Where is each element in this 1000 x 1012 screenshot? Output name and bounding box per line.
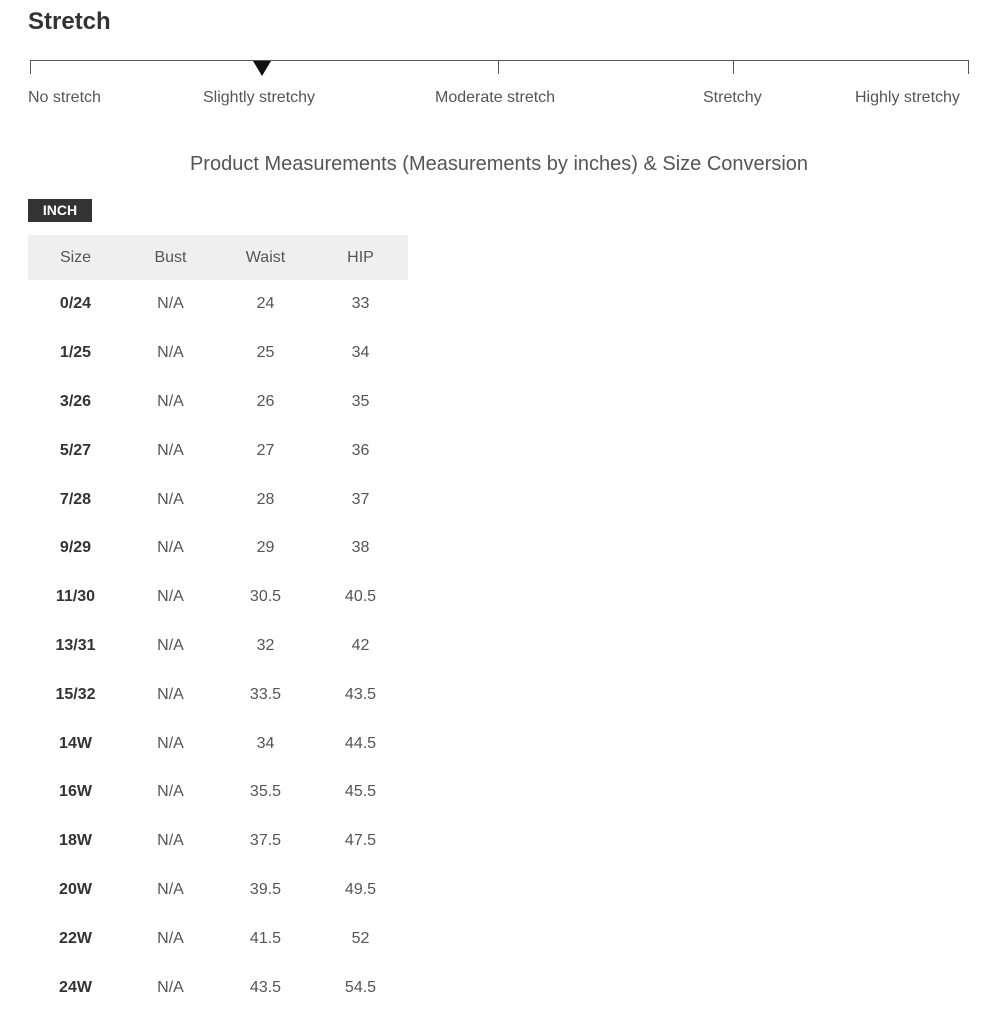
bust-cell: N/A [157,295,184,313]
table-row [28,426,408,475]
waist-cell: 25 [256,344,275,362]
table-row [28,475,408,524]
bust-cell: N/A [157,588,184,606]
hip-cell: 49.5 [344,880,377,898]
bust-cell: N/A [157,636,184,654]
bust-cell: N/A [157,832,184,850]
stretch-level-marker-icon [253,61,271,76]
waist-cell: 33.5 [249,685,282,703]
table-row [28,524,408,573]
table-row [28,622,408,671]
hip-cell: 47.5 [344,832,377,850]
waist-cell: 24 [256,295,275,313]
hip-cell: 54.5 [344,978,377,996]
hip-cell: 34 [351,344,370,362]
stretch-label-stretchy: Stretchy [703,89,762,106]
size-cell: 15/32 [55,685,96,703]
table-row [28,378,408,427]
size-cell: 13/31 [55,636,96,654]
waist-cell: 27 [256,441,275,459]
bust-cell: N/A [157,441,184,459]
bust-cell: N/A [157,880,184,898]
stretch-label-no-stretch: No stretch [28,89,101,106]
table-row [28,963,408,1012]
waist-cell: 28 [256,490,275,508]
hip-cell: 44.5 [344,734,377,752]
bust-cell: N/A [157,344,184,362]
size-cell: 3/26 [59,392,92,410]
stretch-tick-highly-stretchy [968,60,969,74]
stretch-label-slightly-stretchy: Slightly stretchy [203,89,316,106]
bust-cell: N/A [157,539,184,557]
table-row [28,670,408,719]
waist-cell: 34 [256,734,275,752]
header-bust: Bust [123,235,218,280]
hip-cell: 40.5 [344,588,377,606]
header-hip: HIP [313,235,408,280]
size-cell: 9/29 [59,539,92,557]
bust-cell: N/A [157,783,184,801]
hip-cell: 43.5 [344,685,377,703]
waist-cell: 39.5 [249,880,282,898]
table-row [28,573,408,622]
measurements-heading: Product Measurements (Measurements by inches) & Size Conversion [189,153,809,175]
stretch-scale-line [30,60,969,61]
table-header-row [28,235,408,280]
size-chart-table [28,235,408,1012]
stretch-label-highly-stretchy: Highly stretchy [855,89,960,106]
size-cell: 18W [59,832,92,850]
table-row [28,280,408,329]
stretch-scale [0,0,1000,120]
stretch-tick-no-stretch [30,60,31,74]
table-row [28,914,408,963]
hip-cell: 45.5 [344,783,377,801]
stretch-tick-moderate-stretch [498,60,499,74]
unit-tab-inch[interactable]: INCH [28,199,92,222]
table-row [28,768,408,817]
stretch-title: Stretch [28,8,111,35]
waist-cell: 35.5 [249,783,282,801]
stretch-label-moderate-stretch: Moderate stretch [435,89,556,106]
hip-cell: 33 [351,295,370,313]
hip-cell: 37 [351,490,370,508]
size-cell: 20W [59,880,92,898]
hip-cell: 35 [351,392,370,410]
size-cell: 1/25 [59,344,92,362]
size-cell: 11/30 [55,588,96,606]
bust-cell: N/A [157,392,184,410]
waist-cell: 41.5 [249,929,282,947]
header-waist: Waist [218,235,313,280]
hip-cell: 42 [351,636,370,654]
hip-cell: 38 [351,539,370,557]
bust-cell: N/A [157,929,184,947]
waist-cell: 43.5 [249,978,282,996]
waist-cell: 30.5 [249,588,282,606]
table-row [28,817,408,866]
table-row [28,866,408,915]
bust-cell: N/A [157,685,184,703]
table-row [28,719,408,768]
size-cell: 24W [59,978,92,996]
header-size: Size [28,235,123,280]
size-cell: 7/28 [59,490,92,508]
waist-cell: 37.5 [249,832,282,850]
size-cell: 14W [59,734,92,752]
size-cell: 0/24 [59,295,92,313]
stretch-tick-stretchy [733,60,734,74]
waist-cell: 29 [256,539,275,557]
table-row [28,329,408,378]
hip-cell: 36 [351,441,370,459]
waist-cell: 32 [256,636,275,654]
waist-cell: 26 [256,392,275,410]
hip-cell: 52 [351,929,370,947]
size-cell: 22W [59,929,92,947]
size-cell: 5/27 [59,441,92,459]
bust-cell: N/A [157,490,184,508]
size-cell: 16W [59,783,92,801]
bust-cell: N/A [157,978,184,996]
bust-cell: N/A [157,734,184,752]
